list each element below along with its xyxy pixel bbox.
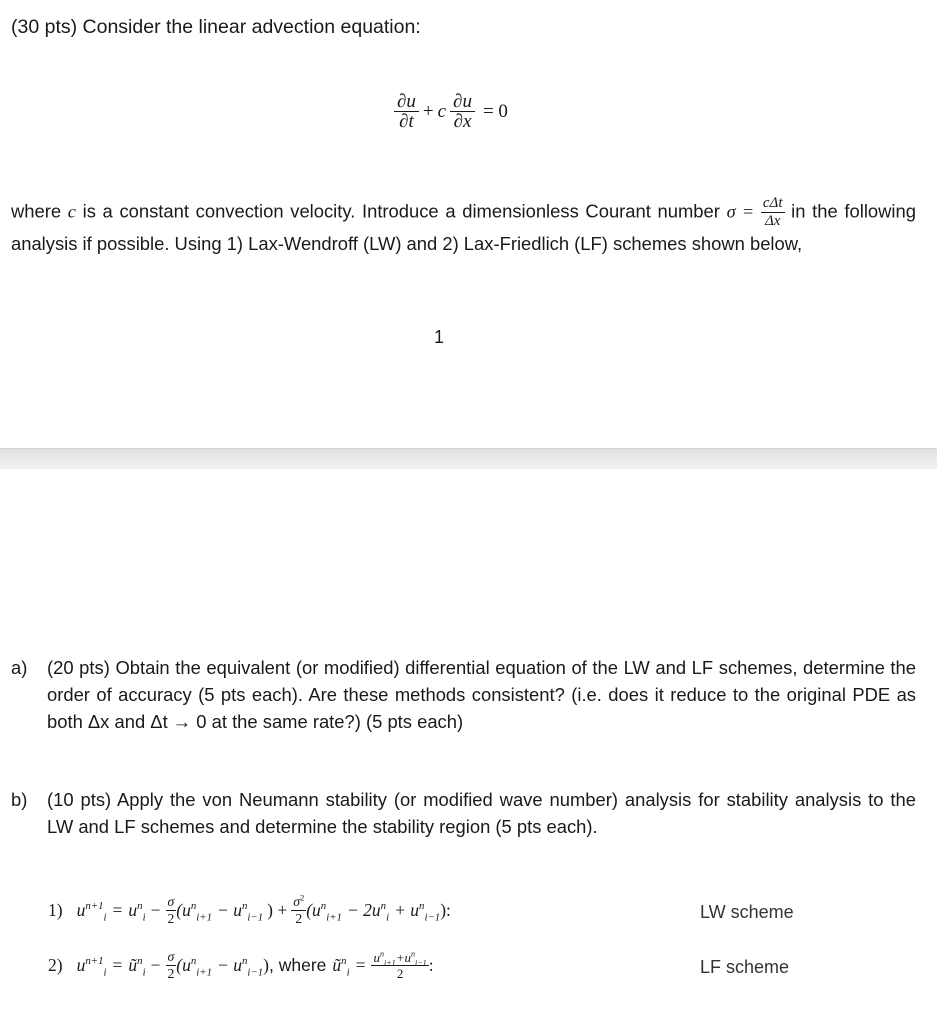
advection-equation: [394, 92, 508, 131]
scheme-2-index: 2): [48, 954, 63, 975]
plus-sign: +: [422, 100, 434, 122]
equals-zero: = 0: [482, 100, 508, 122]
lf-average-fraction: $\frac{u^n_{i+1}+u^n_{i-1}}{2}$: [373, 949, 427, 981]
lf-scheme-label: LF scheme: [700, 957, 790, 977]
lf-sigma-half-fraction: $\frac{\sigma}{2}$: [167, 949, 175, 981]
sigma-squared-half-fraction: $\frac{\sigma^2}{2}$: [293, 892, 305, 926]
problem-intro: (30 pts) Consider the linear advection equation:: [11, 16, 421, 38]
question-b-text: (10 pts) Apply the von Neumann stability (or modified wave number) analysis for stability analysis to the LW and LF schemes and determine the stability region (5 pts each).: [47, 789, 916, 837]
velocity-c: c: [437, 100, 447, 122]
scheme-1-index: 1): [48, 899, 63, 920]
question-a-text: (20 pts) Obtain the equivalent (or modified) differential equation of the LW and LF schemes, determine the order of accuracy (5 pts each). Are these methods consistent? (i.e. does it reduce to the original PDE as both Δx and Δt → 0 at the same rate?) (5 pts each): [47, 657, 916, 732]
courant-fraction: $\frac{\text{cΔt}}{\Delta x}$: [762, 195, 783, 229]
question-b-label: b): [11, 789, 28, 810]
lf-scheme-equation: 2) $u^{n+1}_i$ = $ũ^n_i$ − $\frac{\sigma}{2}$ ($u^n_{i+1}$ − $u^n_{i-1}$ ) , where $ũ^n_i$ = $\frac{u^n_{i+1}+u^n_{i-1}}{2}$ :: [48, 949, 434, 981]
question-b: [11, 786, 916, 840]
du-dt-fraction: $\frac{\partial u}{\partial t}$: [394, 92, 419, 131]
page-number: 1: [434, 327, 445, 347]
sigma-half-fraction: $\frac{\sigma}{2}$: [167, 894, 175, 926]
problem-paragraph: where c is a constant convection velocity. Introduce a dimensionless Courant number σ = $\frac{\text{cΔt}}{\Delta x}$ in the following analysis if possible. Using 1) Lax-Wendroff (LW) and 2) Lax-Friedlich (LF) schemes shown below,: [11, 195, 916, 254]
lw-scheme-equation: 1) $u^{n+1}_i$ = $u^n_i$ − $\frac{\sigma}{2}$ ($u^n_{i+1}$ − $u^n_{i-1}$ ) + $\frac{\sigma^2}{2}$ ($u^n_{i+1}$ − $2u^n_i$ + $u^n_{i-1}$ ):: [48, 892, 451, 926]
velocity-c-inline: c: [67, 201, 76, 222]
question-a: [11, 654, 916, 735]
question-a-label: a): [11, 657, 28, 678]
sigma-equals: σ =: [726, 201, 755, 222]
lw-scheme-label: LW scheme: [700, 902, 794, 922]
du-dx-fraction: $\frac{\partial u}{\partial x}$: [450, 92, 475, 131]
page-divider: [0, 448, 937, 469]
